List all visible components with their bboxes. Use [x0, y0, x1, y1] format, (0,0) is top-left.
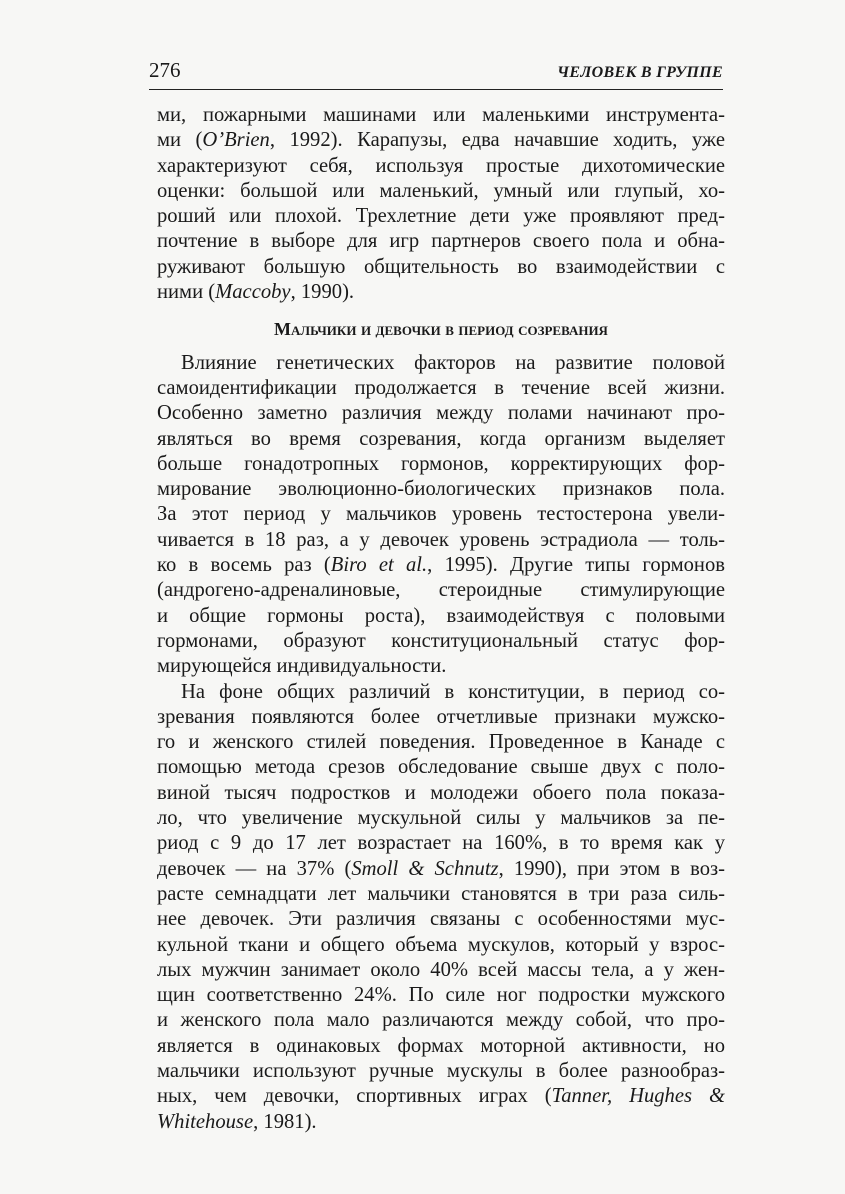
- text-line: и женского пола мало различаются между собой, что про-: [157, 1009, 725, 1032]
- text-line: лых мужчин занимает около 40% всей массы тела, а у жен-: [157, 958, 725, 981]
- text-line: Whitehouse, 1981).: [157, 1110, 317, 1133]
- text-line: руживают большую общительность во взаимодействии с: [157, 255, 725, 278]
- running-header: [149, 58, 723, 90]
- text-line: щин соответственно 24%. По силе ног подростки мужского: [157, 984, 725, 1007]
- text-line: ко в восемь раз (Biro et al., 1995). Другие типы гормонов: [157, 554, 725, 577]
- page-number: 276: [149, 58, 181, 82]
- citation-author: Maccoby: [215, 281, 291, 304]
- text-line: кульной ткани и общего объема мускулов, который у взрос-: [157, 933, 725, 956]
- citation-author: Whitehouse: [157, 1110, 254, 1133]
- text-line: виной тысяч подростков и молодежи обоего пола показа-: [157, 781, 725, 804]
- text-line: девочек — на 37% (Smoll & Schnutz, 1990), при этом в воз-: [157, 857, 725, 880]
- text-line: является в одинаковых формах моторной активности, но: [157, 1034, 725, 1057]
- text-line: риод с 9 до 17 лет возрастает на 160%, в то время как у: [157, 832, 725, 855]
- text-line: ними (Maccoby, 1990).: [157, 281, 355, 304]
- text-line: помощью метода срезов обследование свыше двух с поло-: [157, 756, 725, 779]
- text-line: ло, что увеличение мускульной силы у мальчиков за пе-: [157, 807, 725, 830]
- text-line: (андрогено-адреналиновые, стероидные стимулирующие: [157, 579, 725, 602]
- running-title: ЧЕЛОВЕК В ГРУППЕ: [557, 64, 723, 81]
- text-line: и общие гормоны роста), взаимодействуя с половыми: [157, 604, 725, 627]
- citation-author: Smoll & Schnutz: [351, 857, 499, 880]
- text-line: За этот период у мальчиков уровень тестостерона увели-: [157, 503, 725, 526]
- text-line: гормонами, образуют конституциональный статус фор-: [157, 629, 725, 652]
- section-heading: Мальчики и девочки в период созревания: [274, 319, 608, 340]
- text-line: мирующейся индивидуальности.: [157, 655, 447, 678]
- text-line: характеризуют себя, используя простые дихотомические: [157, 154, 725, 177]
- text-line: расте семнадцати лет мальчики становятся в три раза силь-: [157, 882, 725, 905]
- citation-author: Biro et al.: [330, 554, 428, 577]
- text-line: чивается в 18 раз, а у девочек уровень эстрадиола — толь-: [157, 528, 725, 551]
- text-line: нее девочек. Эти различия связаны с особенностями мус-: [157, 908, 725, 931]
- paragraph-2: [157, 351, 725, 680]
- text-line: роший или плохой. Трехлетние дети уже проявляют пред-: [157, 205, 725, 228]
- text-line: являться во время созревания, когда организм выделяет: [157, 427, 725, 450]
- text-line: Влияние генетических факторов на развитие половой: [181, 351, 725, 374]
- text-line: почтение в выборе для игр партнеров своего пола и обна-: [157, 230, 725, 253]
- paragraph-1: [157, 103, 725, 305]
- text-line: Особенно заметно различия между полами начинают про-: [157, 402, 725, 425]
- text-line: мальчики используют ручные мускулы в более разнообраз-: [157, 1059, 725, 1082]
- text-line: го и женского стилей поведения. Проведенное в Канаде с: [157, 731, 725, 754]
- page-body: [157, 103, 725, 1135]
- text-line: ных, чем девочки, спортивных играх (Tanner, Hughes &: [157, 1085, 725, 1108]
- citation-author: O’Brien: [202, 129, 270, 152]
- text-line: самоидентификации продолжается в течение всей жизни.: [157, 376, 725, 399]
- text-line: На фоне общих различий в конституции, в период со-: [181, 680, 725, 703]
- text-line: ми (O’Brien, 1992). Карапузы, едва начавшие ходить, уже: [157, 129, 726, 152]
- citation-author: Tanner, Hughes &: [551, 1085, 725, 1108]
- text-line: ми, пожарными машинами или маленькими инструмента-: [157, 104, 725, 126]
- text-line: мирование эволюционно-биологических признаков пола.: [157, 478, 725, 501]
- text-line: оценки: большой или маленький, умный или глупый, хо-: [157, 179, 725, 202]
- text-line: зревания появляются более отчетливые признаки мужско-: [157, 705, 725, 728]
- text-line: больше гонадотропных гормонов, корректирующих фор-: [157, 452, 725, 475]
- paragraph-3: [157, 680, 725, 1135]
